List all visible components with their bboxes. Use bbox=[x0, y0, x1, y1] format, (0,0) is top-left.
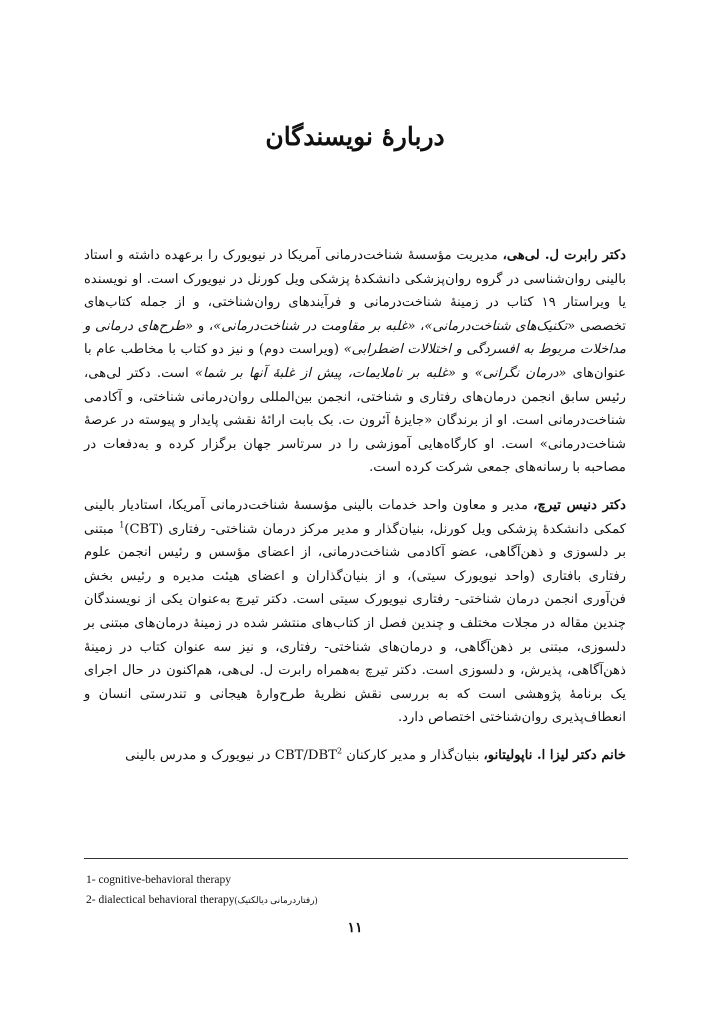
paragraph-text: و bbox=[455, 365, 475, 381]
paragraph-text: است. دکتر لی‌هی، رئیس سابق انجمن درمان‌های رفتاری و شناختی، انجمن بین‌المللی روان‌درمانی شناختی، و آکادمی شناخت‌درمانی است. او از برندگان «جایزهٔ آئرون ت. بک بابت ارائهٔ نقشی پایدار و پیوسته در عرصهٔ شناخت‌درمانی» است. او کارگاه‌هایی آموزشی را در سرتاسر جهان برگزار کرده و به‌دفعات در مصاحبه با رسانه‌های جمعی شرکت کرده است. bbox=[84, 365, 626, 476]
author-paragraph bbox=[84, 244, 626, 480]
book-title: «غلبه بر ناملایمات، پیش از غلبهٔ آنها بر شما» bbox=[194, 365, 456, 381]
body-text bbox=[84, 244, 626, 781]
footnote-ref: 2 bbox=[336, 746, 343, 756]
paragraph-text: ، bbox=[415, 318, 425, 334]
footnote-divider bbox=[84, 858, 628, 859]
author-name: دکتر رابرت ل. لی‌هی، bbox=[502, 248, 626, 263]
book-title: «درمان نگرانی» bbox=[474, 365, 567, 381]
author-name: خانم دکتر لیزا ا. ناپولیتانو، bbox=[483, 747, 626, 763]
author-name: دکتر دنیس تیرچ، bbox=[533, 497, 626, 513]
paragraph-text: (ویراست دوم) و نیز دو کتاب با مخاطب عام با عنوان‌های bbox=[84, 342, 626, 381]
author-paragraph bbox=[84, 744, 626, 768]
book-title: «غلبه بر مقاومت در شناخت‌درمانی» bbox=[213, 318, 416, 334]
page-title: دربارهٔ نویسندگان bbox=[265, 122, 445, 151]
footnote-persian-note: (رفتاردرمانی دیالکتیک) bbox=[234, 895, 318, 905]
book-title: «طرح‌های درمانی و مداخلات مربوط به افسردگی و اختلالات اضطرابی» bbox=[84, 318, 626, 358]
paragraph-text: مدیریت مؤسسهٔ شناخت‌درمانی آمریکا در نیویورک را برعهده داشته و استاد بالینی روان‌شناسی در گروه روان‌پزشکی دانشکدهٔ پزشکی ویل کورنل در نیویورک است. او نویسنده یا ویراستار ۱۹ کتاب در زمینهٔ شناخت‌درمانی و فرآیندهای روان‌شناختی، و از جمله کتاب‌های تخصصی bbox=[84, 248, 626, 334]
footnote bbox=[86, 890, 626, 910]
book-title: «تکنیک‌های شناخت‌درمانی» bbox=[424, 318, 576, 334]
footnote-text: 1- cognitive-behavioral therapy bbox=[86, 874, 231, 886]
paragraph-text: مدیر و معاون واحد خدمات بالینی مؤسسهٔ شناخت‌درمانی آمریکا، استادیار بالینی کمکی دانشکدهٔ پزشکی ویل کورنل، بنیان‌گذار و مدیر مرکز درمان شناختی- رفتاری (CBT) bbox=[84, 497, 627, 537]
paragraph-text: در نیویورک و مدرس بالینی bbox=[125, 747, 275, 763]
author-paragraph bbox=[84, 494, 626, 730]
paragraph-text: مبتنی بر دلسوزی و ذهن‌آگاهی، عضو آکادمی شناخت‌درمانی، از اعضای مؤسس و رئیس انجمن علوم رفتاری بافتاری (واحد نیویورک سیتی)، و از بنیان‌گذاران و اعضای هیئت مدیره و رئیس بخش فن‌آوری انجمن درمان شناختی- رفتاری نیویورک سیتی است. دکتر تیرچ به‌عنوان یکی از نویسندگان چندین مقاله در مجلات مختلف و چندین فصل از کتاب‌های منتشر شده در زمینهٔ درمان‌های مبتنی بر دلسوزی، مبتنی بر ذهن‌آگاهی، و درمان‌های شناختی- رفتاری، و نیز سه عنوان کتاب در زمینهٔ ذهن‌آگاهی، پذیرش، و دلسوزی است. دکتر تیرچ به‌همراه رابرت ل. لی‌هی، هم‌اکنون در حال اجرای یک برنامهٔ پژوهشی است که به بررسی نقش نظریهٔ طرح‌وارهٔ هیجانی و تندرستی انسان و انعطاف‌پذیری روان‌شناختی اختصاص دارد. bbox=[84, 521, 626, 726]
footnote bbox=[86, 870, 626, 890]
footnote-ref: 1 bbox=[119, 520, 125, 530]
paragraph-text: بنیان‌گذار و مدیر کارکنان CBT/DBT bbox=[274, 747, 484, 763]
paragraph-text: ، و bbox=[193, 318, 214, 334]
page-number: ۱۱ bbox=[347, 920, 363, 936]
footnotes bbox=[86, 870, 626, 910]
footnote-text: 2- dialectical behavioral therapy bbox=[86, 894, 235, 906]
